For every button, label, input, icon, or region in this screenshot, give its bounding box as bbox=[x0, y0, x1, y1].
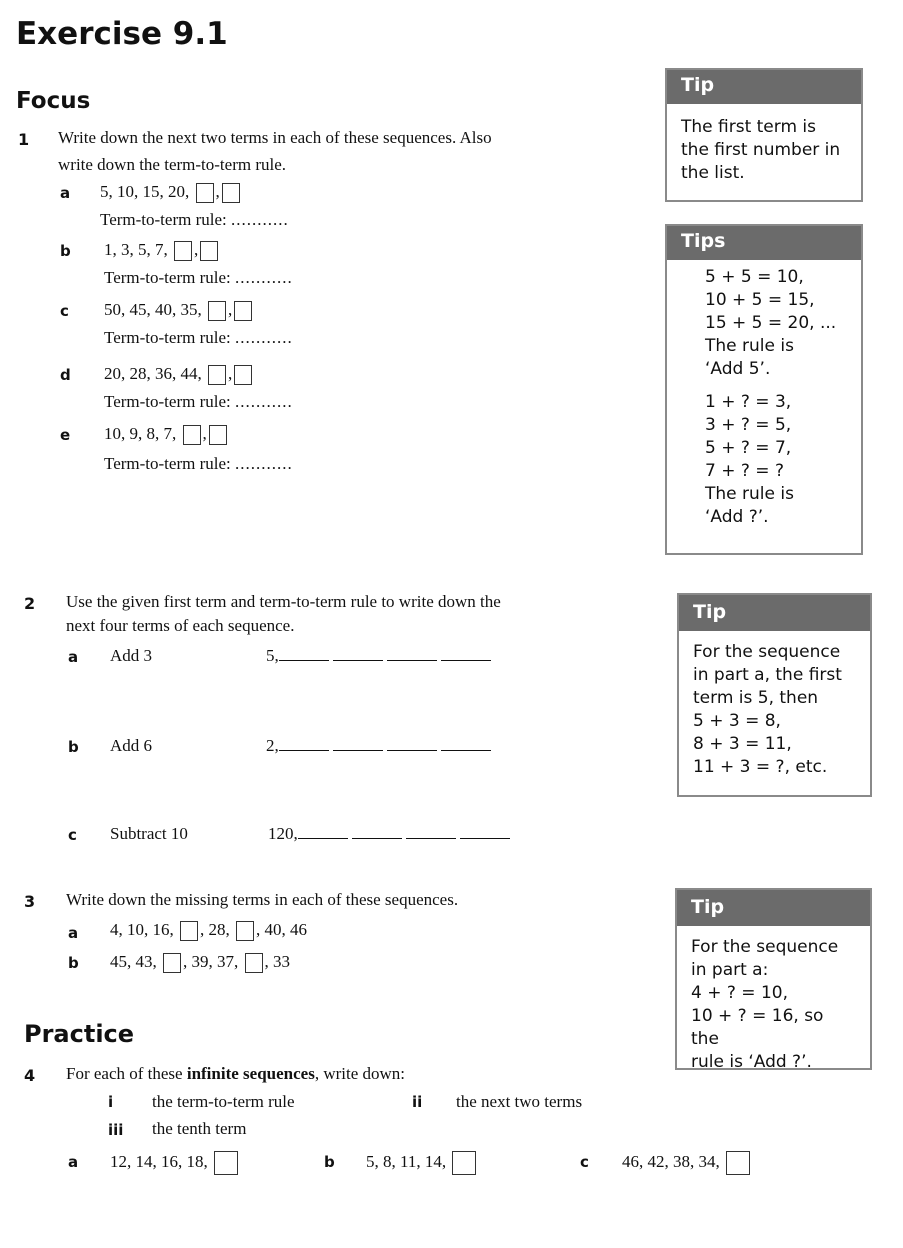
q2b-answer-row bbox=[266, 736, 495, 756]
q4-number: 4 bbox=[24, 1066, 36, 1085]
q2a-blank-1[interactable] bbox=[279, 660, 329, 661]
q1c-sequence: 50, 45, 40, 35, , bbox=[104, 300, 254, 321]
q3b-seq-part1: 45, 43, bbox=[110, 952, 157, 971]
q2b-label: b bbox=[68, 738, 79, 756]
q4-text-pre: For each of these bbox=[66, 1064, 187, 1083]
tip-2-line: ‘Add ?’. bbox=[705, 507, 769, 527]
q2c-blank-4[interactable] bbox=[460, 838, 510, 839]
tip-4-line: in part a: bbox=[691, 960, 769, 980]
q3b-label: b bbox=[68, 954, 79, 972]
q2-number: 2 bbox=[24, 594, 36, 613]
q1a-rule-label: Term-to-term rule: bbox=[100, 210, 227, 229]
q4-text bbox=[66, 1064, 405, 1084]
q1d-label: d bbox=[60, 366, 71, 384]
q2b-rule: Add 6 bbox=[110, 736, 153, 755]
q4-ii-label: ii bbox=[412, 1093, 423, 1111]
q4b-answer-box[interactable] bbox=[452, 1151, 476, 1175]
tip-box-1 bbox=[665, 68, 863, 202]
q1b-answer-box-2[interactable] bbox=[200, 241, 218, 261]
q3b-seq-part2: , 39, 37, bbox=[183, 952, 239, 971]
q2a-answer-row bbox=[266, 646, 495, 666]
q4-i-label: i bbox=[108, 1093, 114, 1111]
q2b-blank-4[interactable] bbox=[441, 750, 491, 751]
tip-2-line: The rule is bbox=[705, 336, 794, 356]
q4-text-bold: infinite sequences bbox=[186, 1064, 315, 1083]
q2b-blank-1[interactable] bbox=[279, 750, 329, 751]
q1e-rule-blank[interactable]: ........... bbox=[234, 454, 293, 473]
q1c-rule bbox=[104, 328, 293, 348]
q2a-blank-4[interactable] bbox=[441, 660, 491, 661]
q4-text-post: , write down: bbox=[314, 1064, 406, 1083]
q2c-answer-row bbox=[268, 824, 514, 844]
q3a-seq-part1: 4, 10, 16, bbox=[110, 920, 174, 939]
q4b-label: b bbox=[324, 1153, 335, 1171]
q3b-answer-box-2[interactable] bbox=[245, 953, 263, 973]
q3a-seq-part3: , 40, 46 bbox=[256, 920, 307, 939]
q2c-rule: Subtract 10 bbox=[110, 824, 188, 843]
q1a-answer-box-1[interactable] bbox=[196, 183, 214, 203]
q3a-sequence bbox=[110, 920, 307, 941]
tip-4-line: For the sequence bbox=[691, 937, 839, 957]
q2a-blank-2[interactable] bbox=[333, 660, 383, 661]
q2-text-line2: next four terms of each sequence. bbox=[66, 616, 295, 635]
tip-2-line: 3 + ? = 5, bbox=[705, 415, 792, 435]
tip-2-title: Tips bbox=[667, 226, 861, 260]
tip-1-line: the first number in bbox=[681, 140, 841, 160]
tip-4-line: 10 + ? = 16, so the bbox=[691, 1006, 824, 1049]
q1e-answer-box-2[interactable] bbox=[209, 425, 227, 445]
q4a-seq-text: 12, 14, 16, 18, bbox=[110, 1151, 208, 1171]
q4a-label: a bbox=[68, 1153, 79, 1171]
q2c-label: c bbox=[68, 826, 77, 844]
q1d-seq-text: 20, 28, 36, 44, bbox=[104, 364, 202, 383]
tip-2-line: 15 + 5 = 20, ... bbox=[705, 313, 837, 333]
tip-box-2 bbox=[665, 224, 863, 555]
q1d-answer-box-1[interactable] bbox=[208, 365, 226, 385]
q1e-label: e bbox=[60, 426, 71, 444]
tip-2-line: 7 + ? = ? bbox=[705, 461, 784, 481]
tip-3-line: 8 + 3 = 11, bbox=[693, 734, 792, 754]
focus-heading: Focus bbox=[16, 88, 91, 114]
q3-number: 3 bbox=[24, 892, 36, 911]
q1e-seq-text: 10, 9, 8, 7, bbox=[104, 424, 177, 443]
tip-4-line: 4 + ? = 10, bbox=[691, 983, 788, 1003]
q1c-answer-box-2[interactable] bbox=[234, 301, 252, 321]
tip-2-line: The rule is bbox=[705, 484, 794, 504]
q1a-answer-box-2[interactable] bbox=[222, 183, 240, 203]
tip-3-line: 5 + 3 = 8, bbox=[693, 711, 781, 731]
practice-heading: Practice bbox=[24, 1020, 135, 1048]
q3a-answer-box-1[interactable] bbox=[180, 921, 198, 941]
q1b-answer-box-1[interactable] bbox=[174, 241, 192, 261]
q1e-rule-label: Term-to-term rule: bbox=[104, 454, 231, 473]
tip-1-title: Tip bbox=[667, 70, 861, 104]
q1b-rule bbox=[104, 268, 293, 288]
q4-iii-label: iii bbox=[108, 1121, 124, 1139]
tip-4-title: Tip bbox=[677, 890, 870, 926]
q1c-seq-text: 50, 45, 40, 35, bbox=[104, 300, 202, 319]
q4-ii-text: the next two terms bbox=[456, 1092, 583, 1111]
q2a-label: a bbox=[68, 648, 79, 666]
q2c-blank-1[interactable] bbox=[298, 838, 348, 839]
q4a-answer-box[interactable] bbox=[214, 1151, 238, 1175]
q2b-blank-2[interactable] bbox=[333, 750, 383, 751]
q3b-sequence bbox=[110, 952, 290, 973]
q2a-rule: Add 3 bbox=[110, 646, 153, 665]
q2-text-line1: Use the given first term and term-to-term rule to write down the bbox=[66, 592, 501, 611]
q1b-sequence: 1, 3, 5, 7, , bbox=[104, 240, 220, 261]
q1c-answer-box-1[interactable] bbox=[208, 301, 226, 321]
tip-2-line: 1 + ? = 3, bbox=[705, 392, 792, 412]
q1d-rule-blank[interactable]: ........... bbox=[234, 392, 293, 411]
q4a-sequence bbox=[110, 1151, 240, 1175]
q2c-first-term: 120, bbox=[268, 824, 298, 843]
q2c-blank-3[interactable] bbox=[406, 838, 456, 839]
q1c-rule-blank[interactable]: ........... bbox=[234, 328, 293, 347]
q1d-sequence: 20, 28, 36, 44, , bbox=[104, 364, 254, 385]
q4b-seq-text: 5, 8, 11, 14, bbox=[366, 1151, 447, 1171]
q1e-rule bbox=[104, 454, 293, 474]
tip-2-line: 10 + 5 = 15, bbox=[705, 290, 815, 310]
q1b-seq-text: 1, 3, 5, 7, bbox=[104, 240, 168, 259]
q1b-rule-blank[interactable]: ........... bbox=[234, 268, 293, 287]
q1d-rule-label: Term-to-term rule: bbox=[104, 392, 231, 411]
tip-1-line: the list. bbox=[681, 163, 745, 183]
tip-4-line: rule is ‘Add ?’. bbox=[691, 1052, 812, 1072]
q1a-seq-text: 5, 10, 15, 20, bbox=[100, 182, 190, 201]
q4-i-text: the term-to-term rule bbox=[152, 1092, 295, 1111]
q1a-rule bbox=[100, 210, 289, 230]
q4-iii-text: the tenth term bbox=[152, 1119, 247, 1138]
q2b-first-term: 2, bbox=[266, 736, 279, 755]
q1c-label: c bbox=[60, 302, 69, 320]
q3b-answer-box-1[interactable] bbox=[163, 953, 181, 973]
tip-3-line: For the sequence bbox=[693, 642, 841, 662]
tip-2-line: 5 + ? = 7, bbox=[705, 438, 792, 458]
q1a-rule-blank[interactable]: ........... bbox=[230, 210, 289, 229]
q2a-blank-3[interactable] bbox=[387, 660, 437, 661]
tip-3-line: in part a, the first bbox=[693, 665, 842, 685]
q4c-label: c bbox=[580, 1153, 589, 1171]
tip-box-4 bbox=[675, 888, 872, 1070]
q4c-answer-box[interactable] bbox=[726, 1151, 750, 1175]
tip-2-line: 5 + 5 = 10, bbox=[705, 267, 804, 287]
q1-text-line1: Write down the next two terms in each of these sequences. Also bbox=[58, 128, 492, 147]
q2b-blank-3[interactable] bbox=[387, 750, 437, 751]
q4c-sequence bbox=[622, 1151, 752, 1175]
q1a-sequence: 5, 10, 15, 20, , bbox=[100, 182, 242, 203]
tip-3-line: term is 5, then bbox=[693, 688, 819, 708]
q4c-seq-text: 46, 42, 38, 34, bbox=[622, 1151, 720, 1171]
q1a-label: a bbox=[60, 184, 71, 202]
q4b-sequence bbox=[366, 1151, 478, 1175]
tip-3-line: 11 + 3 = ?, etc. bbox=[693, 757, 828, 777]
q1c-rule-label: Term-to-term rule: bbox=[104, 328, 231, 347]
q1-number: 1 bbox=[18, 130, 30, 149]
q1e-answer-box-1[interactable] bbox=[183, 425, 201, 445]
q1b-label: b bbox=[60, 242, 71, 260]
q1d-rule bbox=[104, 392, 293, 412]
q1d-answer-box-2[interactable] bbox=[234, 365, 252, 385]
tip-box-3 bbox=[677, 593, 872, 797]
q3a-answer-box-2[interactable] bbox=[236, 921, 254, 941]
q3b-seq-part3: , 33 bbox=[264, 952, 290, 971]
q3-text: Write down the missing terms in each of these sequences. bbox=[66, 890, 459, 909]
q1b-rule-label: Term-to-term rule: bbox=[104, 268, 231, 287]
q2a-first-term: 5, bbox=[266, 646, 279, 665]
tip-2-line: ‘Add 5’. bbox=[705, 359, 771, 379]
page-title: Exercise 9.1 bbox=[16, 16, 228, 52]
q3a-label: a bbox=[68, 924, 79, 942]
q1e-sequence: 10, 9, 8, 7, , bbox=[104, 424, 229, 445]
q2c-blank-2[interactable] bbox=[352, 838, 402, 839]
tip-1-line: The first term is bbox=[681, 117, 817, 137]
q3a-seq-part2: , 28, bbox=[200, 920, 230, 939]
q1-text-line2: write down the term-to-term rule. bbox=[58, 155, 287, 174]
tip-3-title: Tip bbox=[679, 595, 870, 631]
